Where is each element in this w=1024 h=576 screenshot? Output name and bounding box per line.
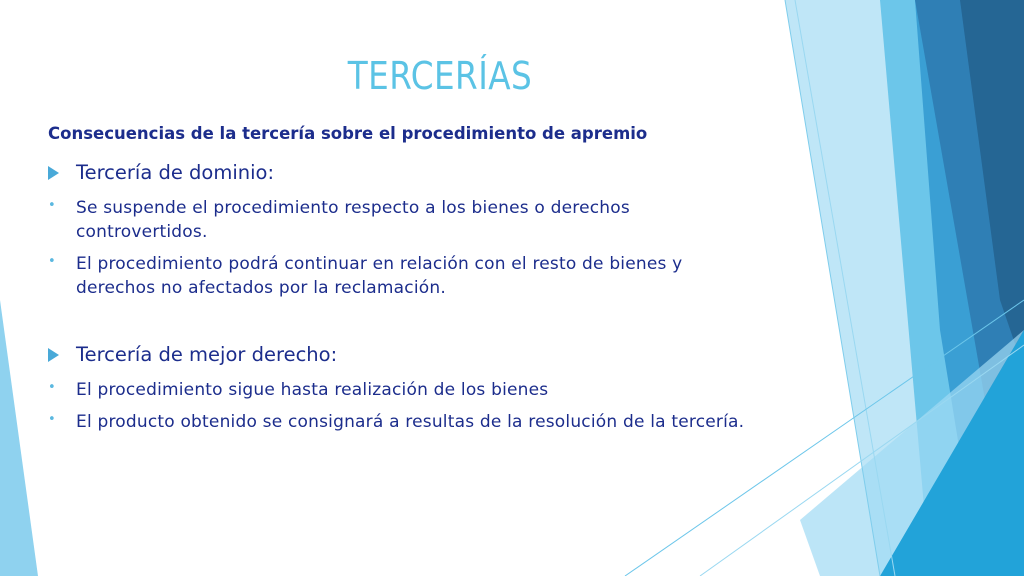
- list-item: [48, 410, 766, 434]
- arrow-bullet-icon: [48, 166, 59, 180]
- bullet-dot-icon: •: [48, 254, 56, 269]
- list-item-text: El procedimiento sigue hasta realización de los bienes: [76, 380, 549, 400]
- bullet-dot-icon: •: [48, 412, 56, 427]
- slide-title: TERCERÍAS: [347, 54, 533, 98]
- list-item: [48, 378, 766, 402]
- section-heading-text: Tercería de mejor derecho:: [76, 343, 338, 366]
- arrow-bullet-icon: [48, 348, 59, 362]
- section-heading-mejor-derecho: [48, 343, 337, 366]
- list-item: [48, 196, 766, 244]
- left-triangle-decoration: [0, 300, 38, 576]
- section-heading-text: Tercería de dominio:: [76, 161, 275, 184]
- section-heading-dominio: [48, 161, 274, 184]
- list-item-text: El producto obtenido se consignará a resultas de la resolución de la tercería.: [76, 412, 745, 432]
- slide-subtitle: Consecuencias de la tercería sobre el procedimiento de apremio: [48, 124, 648, 143]
- list-item: [48, 252, 766, 300]
- bullet-dot-icon: •: [48, 198, 56, 213]
- list-item-text: El procedimiento podrá continuar en relación con el resto de bienes y derechos no afectados por la reclamación.: [76, 254, 683, 298]
- bullet-dot-icon: •: [48, 380, 56, 395]
- list-item-text: Se suspende el procedimiento respecto a los bienes o derechos controvertidos.: [76, 198, 630, 242]
